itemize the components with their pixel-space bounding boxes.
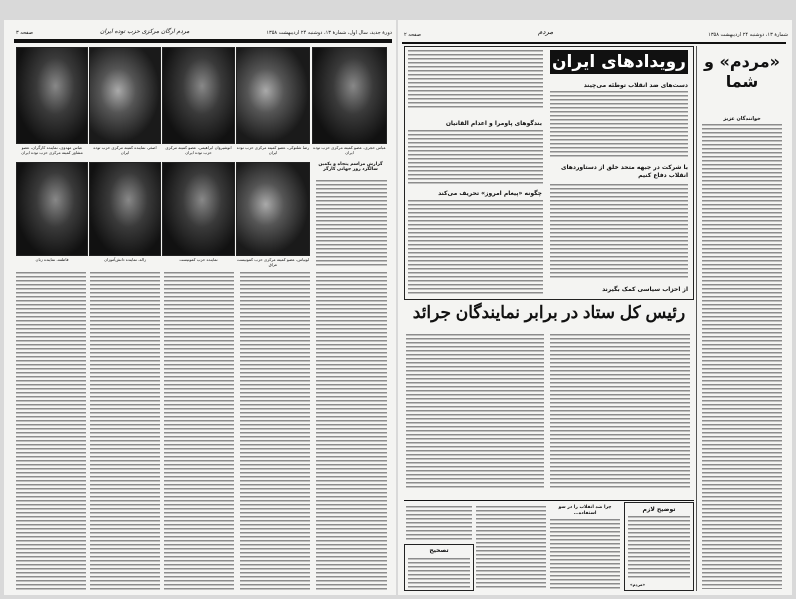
header-rule [402,42,786,44]
article-text [476,506,546,590]
photo-caption: عباس حجری، عضو کمیته مرکزی حزب توده ایران [313,145,386,155]
header-info: شمارهٔ ۱۳، دوشنبه ۲۴ اردیبهشت ۱۳۵۸ [708,32,788,38]
article-text [16,272,86,590]
article-text [550,91,688,158]
column-subtitle: خوانندگان عزیز [723,116,761,122]
signature: «مردم» [630,582,646,587]
main-headline: رئیس کل ستاد در برابر نمایندگان جرائد [412,303,686,322]
photo [89,47,161,144]
header-date: دورهٔ جدید، سال اول، شمارهٔ ۱۳، دوشنبه ۲۴ اردیبهشت ۱۳۵۸ [266,30,392,36]
photo-caption: رضا شلتوکی، عضو کمیته مرکزی حزب توده ایران [236,145,310,155]
section-title: رویدادهای ایران [550,50,688,74]
divider [404,500,694,501]
article-text [408,558,470,588]
article-text [550,334,690,490]
article-text [408,50,543,110]
article-text [164,272,234,590]
photo [236,162,310,256]
box-title: توضیح لازم [642,506,676,513]
photo-caption: اصغر، نماینده کمیته مرکزی حزب توده ایران [93,145,157,155]
masthead: مردم [538,28,554,36]
header-rule [14,39,392,43]
photo-caption: لوبیاس، عضو کمیته مرکزی حزب کمونیست عراق [236,257,310,267]
page-number: صفحه ۲ [404,32,421,38]
article-text [550,519,620,590]
photo-caption: عباس مهدوی، نماینده کارگران، عضو مشاور کمیته مرکزی حزب توده ایران [21,145,83,155]
photo-caption: نماینده حزب کمونیست [179,257,218,262]
subhead: بندگوهای پاومرا و اعدام القانیان [445,120,542,127]
article-text [628,516,690,578]
article-text [316,272,387,590]
subhead: با شرکت در جبهه متحد خلق از دستاوردهای انقلاب دفاع کنیم [560,164,688,179]
article-text [406,334,544,490]
right-newspaper-page [398,20,792,595]
article-text [702,124,782,589]
column-rule [696,46,697,591]
article-text [550,184,688,280]
photo [162,47,235,144]
subhead: از احزاب سیاسی کمک بگیرند [602,286,688,293]
subhead: چگونه «پیغام امروز» تحریف می‌کند [438,190,542,197]
photo [89,162,161,256]
photo [236,47,310,144]
article-text [406,506,472,540]
box-title: چرا ضد انقلاب را در سو استفاده... [558,505,612,516]
subhead: دست‌های ضد انقلاب توطئه می‌چیند [583,82,688,89]
article-text [408,200,543,296]
masthead: مردم ارگان مرکزی حزب توده ایران [100,28,190,35]
photo-caption: زاله، نماینده دانش‌آموزان [104,257,146,262]
article-text [316,180,387,266]
photo [312,47,387,144]
article-text [408,130,543,186]
page-number: صفحه ۳ [16,30,33,36]
box-title: تصحیح [429,547,449,554]
photo [162,162,235,256]
column-title: «مردم» و شما [704,52,780,91]
article-text [240,272,310,590]
photo [16,47,88,144]
photo-caption: انوشیروان ابراهیمی، عضو کمیته مرکزی حزب توده ایران [165,145,232,155]
left-newspaper-page [4,20,396,595]
side-heading: گزارش مراسم پنجاه و یکمین سالگرد روز جهانی کارگر [318,162,383,172]
photo-caption: فاطمه، نماینده زنان [35,257,69,262]
article-text [90,272,160,590]
photo [16,162,88,256]
